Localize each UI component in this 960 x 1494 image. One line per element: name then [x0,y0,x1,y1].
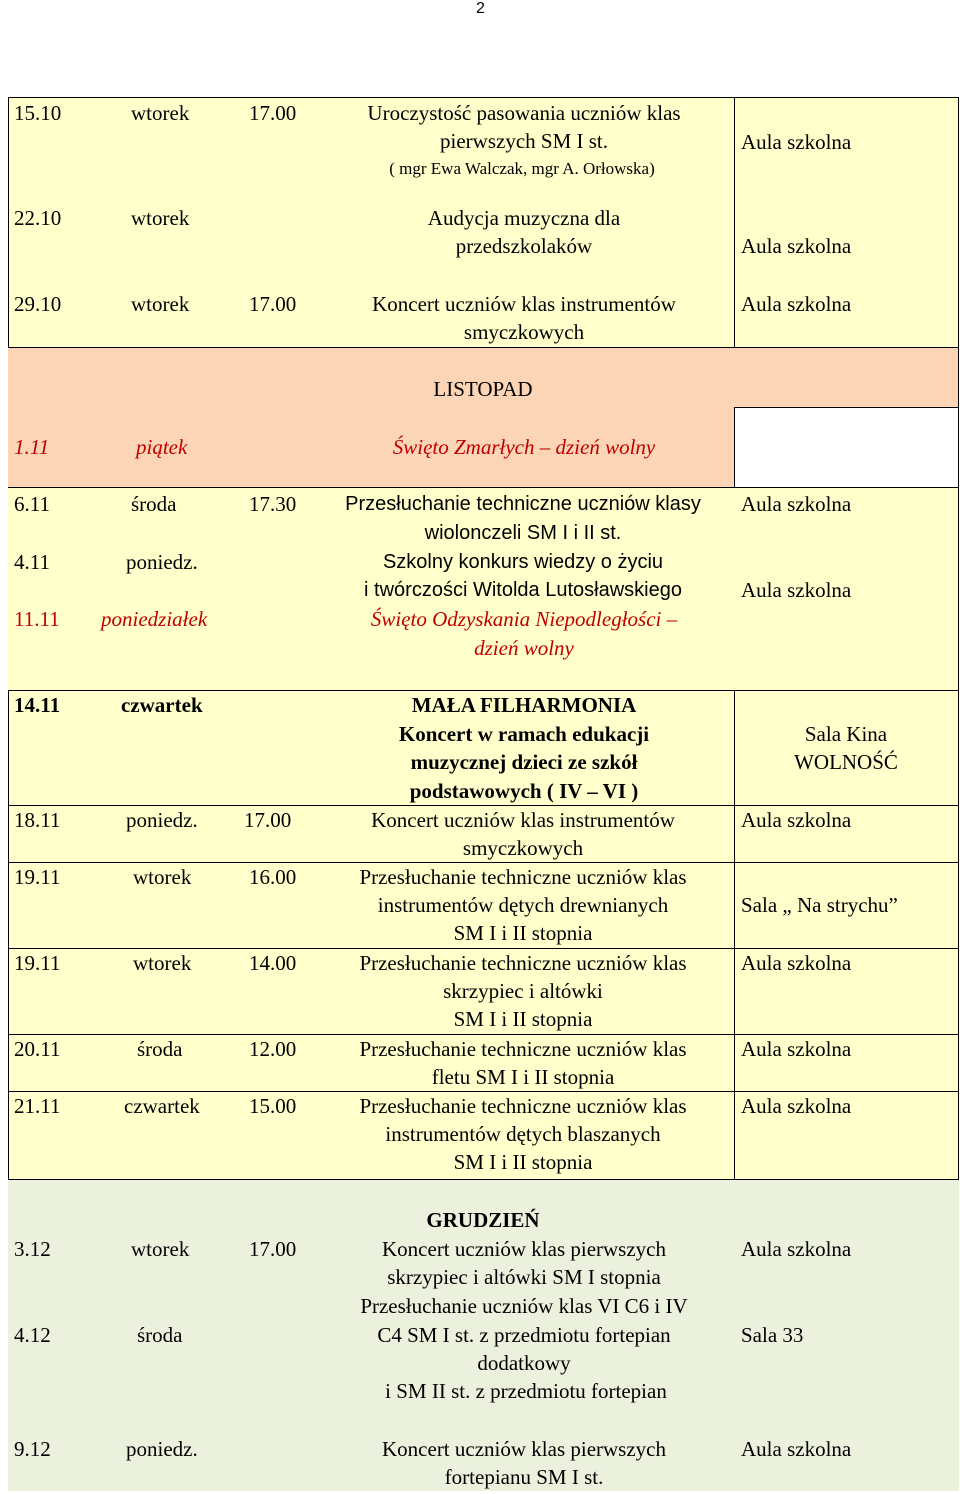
event-time: 17.00 [249,1237,297,1261]
holiday-day: piątek [136,435,188,459]
event-day: wtorek [131,292,190,316]
holiday-date: 1.11 [14,435,50,459]
event-day: poniedz. [126,550,198,574]
event-time: 17.30 [249,492,297,516]
holiday-date: 11.11 [14,607,60,631]
event-title: Przesłuchanie techniczne uczniów klasy [345,493,701,515]
event-time: 14.00 [249,951,297,975]
event-date: 22.10 [14,206,62,230]
event-date: 19.11 [14,865,61,889]
event-title: SM I i II stopnia [453,1150,593,1174]
month-header-december: GRUDZIEŃ [426,1208,540,1232]
event-title: smyczkowych [462,836,584,860]
event-title: Koncert uczniów klas pierwszych [382,1237,666,1261]
event-place: Aula szkolna [741,492,852,516]
event-title: dodatkowy [477,1351,571,1375]
event-title: instrumentów dętych drewnianych [377,893,669,917]
event-title: i twórczości Witolda Lutosławskiego [364,579,682,601]
event-title: wiolonczeli SM I i II st. [424,522,622,544]
page-number: 2 [476,0,485,17]
table-border [734,690,735,1179]
event-title: MAŁA FILHARMONIA [411,693,637,717]
table-border [734,97,735,347]
event-note: ( mgr Ewa Walczak, mgr A. Orłowska) [389,159,655,178]
event-place: Aula szkolna [741,1094,852,1118]
event-day: czwartek [121,693,203,717]
event-title: Koncert uczniów klas instrumentów [372,292,676,316]
event-title: fortepianu SM I st. [444,1465,604,1489]
holiday-day: poniedziałek [101,607,208,631]
event-title: Koncert uczniów klas instrumentów [371,808,675,832]
event-title: Koncert uczniów klas pierwszych [382,1437,666,1461]
event-date: 15.10 [14,101,62,125]
event-title: smyczkowych [463,320,585,344]
event-time: 17.00 [249,292,297,316]
table-border [958,97,959,1179]
event-title: podstawowych ( IV – VI ) [409,779,639,803]
event-title: Przesłuchanie techniczne uczniów klas [359,1037,687,1061]
table-border [8,97,959,98]
event-place: Aula szkolna [741,1237,852,1261]
event-place: Aula szkolna [741,1437,852,1461]
event-date: 9.12 [14,1437,51,1461]
table-border [8,487,959,488]
event-time: 15.00 [249,1094,297,1118]
event-day: wtorek [131,206,190,230]
event-date: 14.11 [14,693,61,717]
event-title: pierwszych SM I st. [440,129,608,153]
event-title: Audycja muzyczna dla [427,206,621,230]
event-day: wtorek [131,101,190,125]
event-title: Przesłuchanie uczniów klas VI C6 i IV [360,1294,688,1318]
table-border [8,347,959,348]
holiday-title: dzień wolny [474,636,574,660]
event-title: Przesłuchanie techniczne uczniów klas [359,865,687,889]
event-place: Sala 33 [741,1323,804,1347]
event-place: Aula szkolna [741,1037,852,1061]
event-title: C4 SM I st. z przedmiotu fortepian [377,1323,671,1347]
event-time: 16.00 [249,865,297,889]
holiday-title: Święto Zmarłych – dzień wolny [392,435,656,459]
event-day: wtorek [131,1237,190,1261]
event-title: Koncert w ramach edukacji [398,722,650,746]
event-title: skrzypiec i altówki SM I stopnia [387,1265,661,1289]
event-title: instrumentów dętych blaszanych [385,1122,661,1146]
event-date: 3.12 [14,1237,51,1261]
event-date: 20.11 [14,1037,61,1061]
event-day: środa [137,1323,183,1347]
event-day: środa [131,492,177,516]
event-place: Aula szkolna [741,234,852,258]
event-time: 17.00 [244,808,292,832]
event-day: czwartek [124,1094,200,1118]
event-title: Uroczystość pasowania uczniów klas [367,101,681,125]
event-time: 12.00 [249,1037,297,1061]
event-place: Aula szkolna [741,808,852,832]
event-day: wtorek [133,951,192,975]
event-date: 29.10 [14,292,62,316]
table-border [734,407,735,487]
event-place: Aula szkolna [741,130,852,154]
event-title: SM I i II stopnia [453,1007,593,1031]
event-date: 6.11 [14,492,50,516]
event-title: i SM II st. z przedmiotu fortepian [385,1379,667,1403]
event-title: fletu SM I i II stopnia [431,1065,615,1089]
event-date: 4.12 [14,1323,51,1347]
event-place: Aula szkolna [741,951,852,975]
event-day: środa [137,1037,183,1061]
event-place: Sala „ Na strychu” [741,893,898,917]
event-place: WOLNOŚĆ [794,750,898,774]
table-border [8,97,9,347]
holiday-title: Święto Odzyskania Niepodległości – [370,607,678,631]
event-date: 18.11 [14,808,61,832]
event-date: 19.11 [14,951,61,975]
event-time: 17.00 [249,101,297,125]
event-place: Sala Kina [804,722,888,746]
event-title: Przesłuchanie techniczne uczniów klas [359,1094,687,1118]
table-border [8,1179,959,1180]
event-date: 4.11 [14,550,50,574]
event-title: skrzypiec i altówki [443,979,603,1003]
event-place: Aula szkolna [741,578,852,602]
event-title: muzycznej dzieci ze szkół [410,750,638,774]
event-place: Aula szkolna [741,292,852,316]
event-day: wtorek [133,865,192,889]
table-border [8,690,9,1179]
month-header-november: LISTOPAD [433,377,533,401]
event-title: Przesłuchanie techniczne uczniów klas [359,951,687,975]
table-border [734,407,959,408]
event-date: 21.11 [14,1094,61,1118]
event-day: poniedz. [126,808,198,832]
event-title: SM I i II stopnia [453,921,593,945]
event-title: przedszkolaków [455,234,593,258]
event-day: poniedz. [126,1437,198,1461]
event-title: Szkolny konkurs wiedzy o życiu [382,551,664,573]
